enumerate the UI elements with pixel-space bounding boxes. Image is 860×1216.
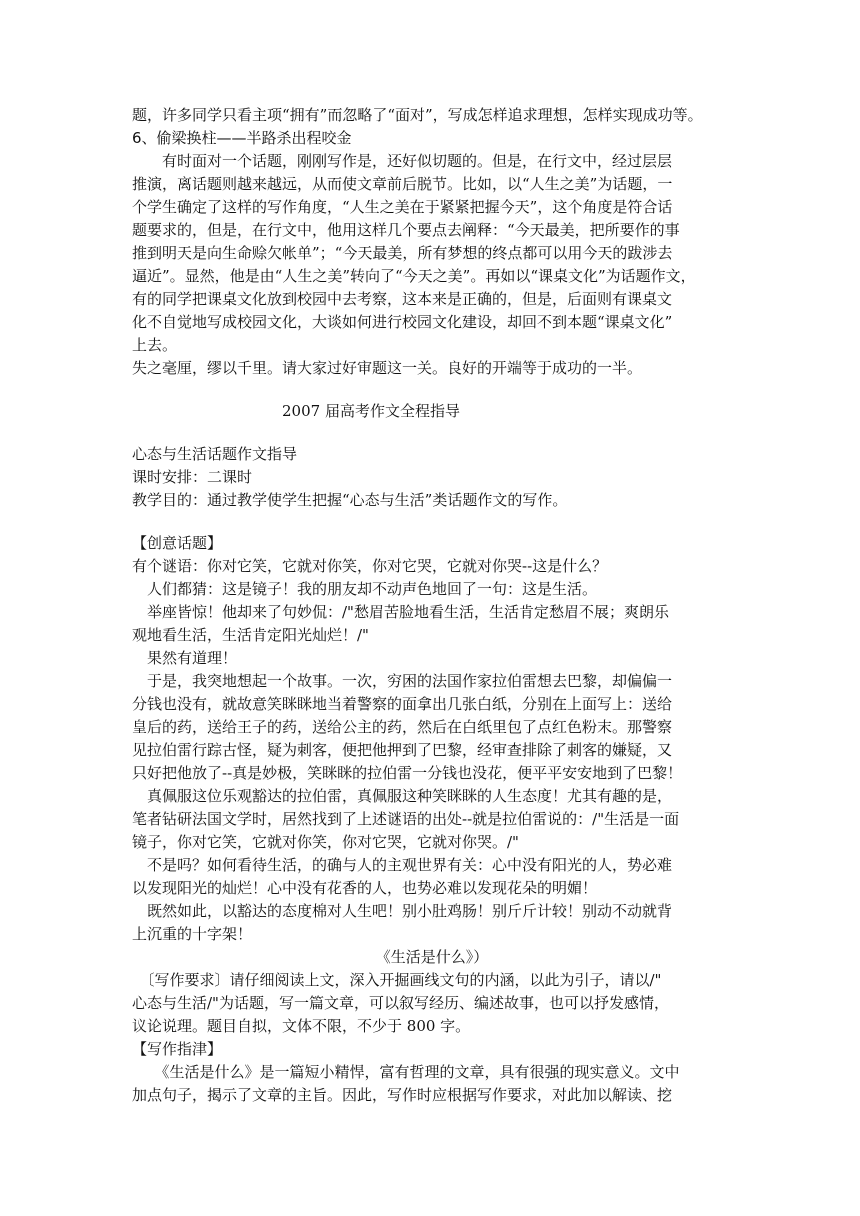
text-line: 个学生确定了这样的写作角度，“人生之美在于紧紧把握今天”，这个角度是符合话 xyxy=(132,198,673,216)
text-line: 有时面对一个话题，刚刚写作是，还好似切题的。但是，在行文中，经过层层 xyxy=(132,152,673,170)
text-line: 上去。 xyxy=(132,336,178,354)
text-line: 举座皆惊！他却来了句妙侃：/"愁眉苦脸地看生活，生活肯定愁眉不展；爽朗乐 xyxy=(132,603,669,621)
text-line: 有的同学把课桌文化放到校园中去考察，这本来是正确的，但是，后面则有课桌文 xyxy=(132,290,673,308)
text-line: 以发现阳光的灿烂！心中没有花香的人，也势必难以发现花朵的明媚！ xyxy=(132,879,598,897)
text-line: 推到明天是向生命赊欠帐单”；“今天最美，所有梦想的终点都可以用今天的跋涉去 xyxy=(132,244,673,262)
text-line: 既然如此，以豁达的态度棉对人生吧！别小肚鸡肠！别斤斤计较！别动不动就背 xyxy=(132,902,673,920)
text-line: 《生活是什么》是一篇短小精悍，富有哲理的文章，具有很强的现实意义。文中 xyxy=(132,1063,680,1081)
text-line: 有个谜语：你对它笑，它就对你笑，你对它哭，它就对你哭--这是什么？ xyxy=(132,557,608,575)
section-heading: 【写作指津】 xyxy=(132,1040,223,1058)
text-line: 心态与生活/"为话题，写一篇文章，可以叙写经历、编述故事，也可以抒发感情， xyxy=(132,994,669,1012)
lesson-goal: 教学目的：通过教学使学生把握“心态与生活”类话题作文的写作。 xyxy=(132,491,568,509)
text-line: 不是吗？如何看待生活，的确与人的主观世界有关：心中没有阳光的人，势必难 xyxy=(132,856,673,874)
document-title: 2007 届高考作文全程指导 xyxy=(132,402,460,420)
text-line: 逼近”。显然，他是由“人生之美”转向了“今天之美”。再如以“课桌文化”为话题作文， xyxy=(132,267,696,285)
text-line: 观地看生活，生活肯定阳光灿烂！/" xyxy=(132,626,369,644)
text-line: 笔者钻研法国文学时，居然找到了上述谜语的出处--就是拉伯雷说的：/"生活是一面 xyxy=(132,810,680,828)
lesson-title: 心态与生活话题作文指导 xyxy=(132,445,298,463)
text-line: 推演，离话题则越来越远，从而使文章前后脱节。比如，以“人生之美”为话题，一 xyxy=(132,175,673,193)
text-line: 加点句子，揭示了文章的主旨。因此，写作时应根据写作要求，对此加以解读、挖 xyxy=(132,1086,673,1104)
text-line: 上沉重的十字架！ xyxy=(132,925,253,943)
lesson-schedule: 课时安排：二课时 xyxy=(132,468,253,486)
text-line: 化不自觉地写成校园文化，大谈如何进行校园文化建设，却回不到本题“课桌文化” xyxy=(132,313,673,331)
section-heading: 【创意话题】 xyxy=(132,534,223,552)
text-line: 于是，我突地想起一个故事。一次，穷困的法国作家拉伯雷想去巴黎，却偏偏一 xyxy=(132,672,673,690)
text-line: 议论说理。题目自拟，文体不限，不少于 800 字。 xyxy=(132,1017,471,1035)
text-line: 皇后的药，送给王子的药，送给公主的药，然后在白纸里包了点红色粉末。那警察 xyxy=(132,718,673,736)
text-line: 〔写作要求〕请仔细阅读上文，深入开掘画线文句的内涵，以此为引子，请以/" xyxy=(132,971,662,989)
text-line: 镜子，你对它笑，它就对你笑，你对它哭，它就对你哭。/" xyxy=(132,833,519,851)
text-line: 只好把他放了--真是妙极，笑眯眯的拉伯雷一分钱也没花，便平平安安地到了巴黎！ xyxy=(132,764,683,782)
text-line: 果然有道理！ xyxy=(132,649,238,667)
text-line: 真佩服这位乐观豁达的拉伯雷，真佩服这种笑眯眯的人生态度！尤其有趣的是， xyxy=(132,787,673,805)
text-line: 见拉伯雷行踪古怪，疑为刺客，便把他押到了巴黎，经审查排除了刺客的嫌疑，又 xyxy=(132,741,673,759)
text-line: 分钱也没有，就故意笑眯眯地当着警察的面拿出几张白纸，分别在上面写上：送给 xyxy=(132,695,673,713)
source-title: 《生活是什么》） xyxy=(375,948,489,966)
text-line: 题，许多同学只看主项“拥有”而忽略了“面对”，写成怎样追求理想，怎样实现成功等。 xyxy=(132,106,703,124)
section-heading: 6、偷梁换柱——半路杀出程咬金 xyxy=(132,129,352,147)
text-line: 题要求的，但是，在行文中，他用这样几个要点去阐释：“今天最美，把所要作的事 xyxy=(132,221,680,239)
text-line: 失之毫厘，缪以千里。请大家过好审题这一关。良好的开端等于成功的一半。 xyxy=(132,359,643,377)
text-line: 人们都猜：这是镜子！我的朋友却不动声色地回了一句：这是生活。 xyxy=(132,580,598,598)
